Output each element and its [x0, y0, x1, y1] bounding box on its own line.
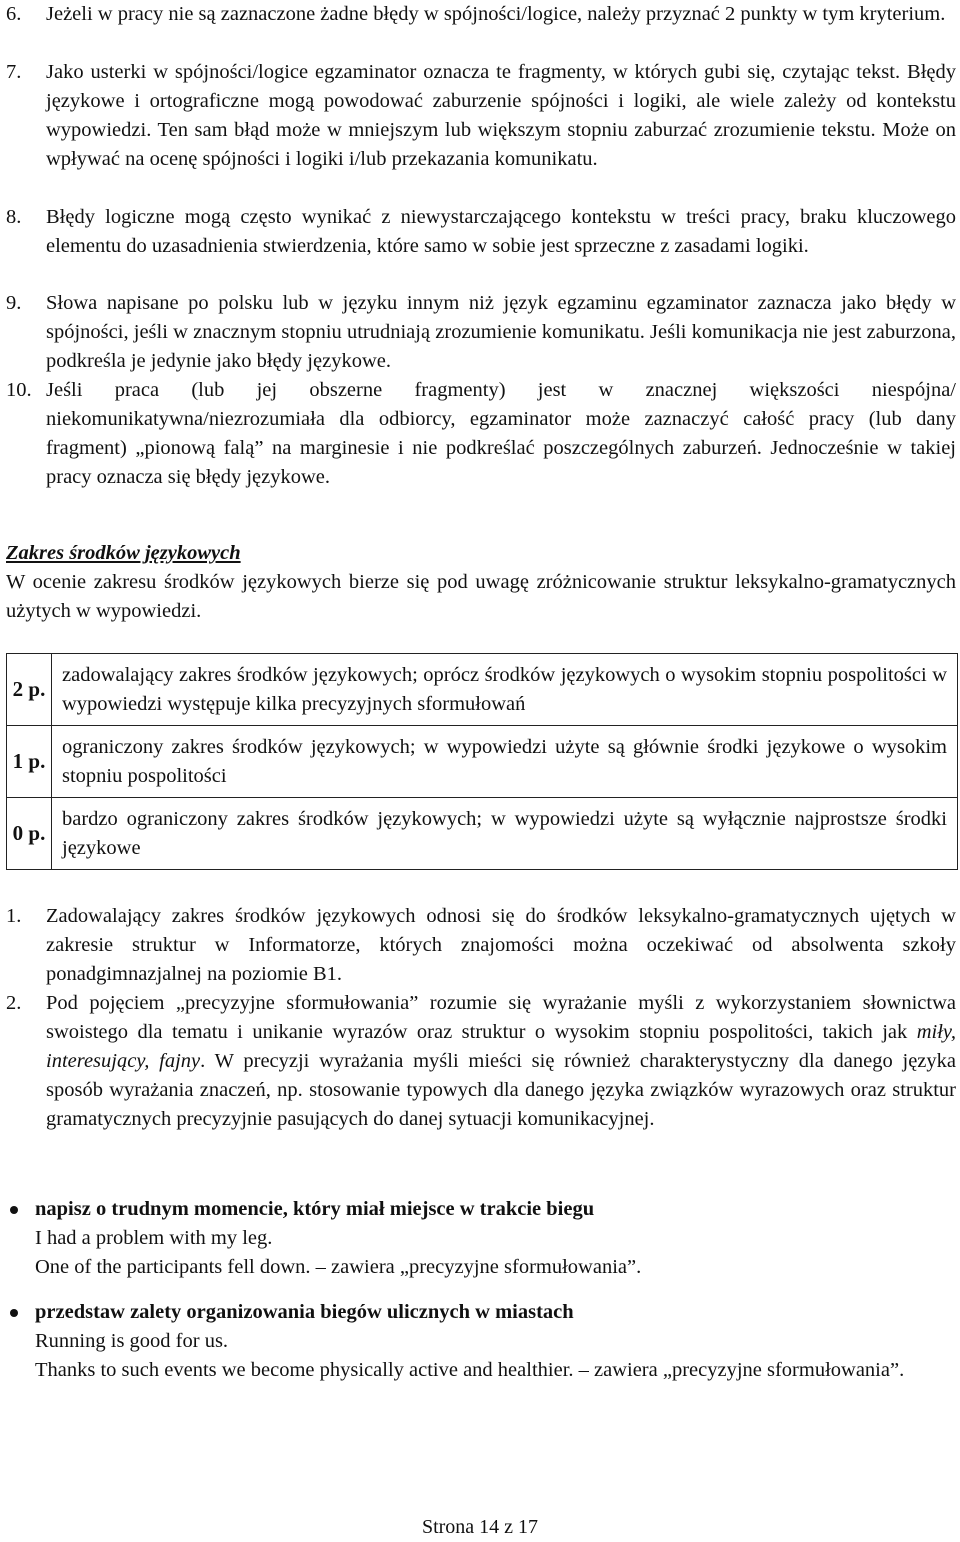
- section-description: W ocenie zakresu środków językowych bierze się pod uwagę zróżnicowanie struktur leksykalno-gramatycznych użytych w wypowiedzi.: [6, 571, 956, 622]
- note-item: [6, 902, 956, 989]
- list-item-text: Jeżeli w pracy nie są zaznaczone żadne błędy w spójności/logice, należy przyznać 2 punkty w tym kryterium.: [46, 3, 946, 25]
- bullet-icon: [10, 1206, 18, 1214]
- list-item-number: 10.: [6, 379, 32, 401]
- example-item: [6, 1195, 956, 1282]
- note-number: 1.: [6, 905, 22, 927]
- bullet-icon: [10, 1309, 18, 1317]
- list-item-number: 7.: [6, 61, 22, 83]
- note-text-italic: miły, interesujący, fajny: [46, 1021, 956, 1072]
- list-item-text: Słowa napisane po polsku lub w języku innym niż język egzaminu egzaminator zaznacza jako błędy w spójności, jeśli w znacznym stopniu utrudniają zrozumienie komunikatu. Jeśli komunikacja nie jest zaburzona, podkreśla je jedynie jako błędy językowe.: [46, 292, 956, 372]
- example-line: I had a problem with my leg.: [35, 1227, 273, 1249]
- note-text-part: . W precyzji wyrażania myśli mieści się również charakterystyczny dla danego języka sposób wyrażania znaczeń, np. stosowanie typowych dla danego języka związków wyrazowych oraz struktur gramatycznych precyzyjnie pasujących do danej sytuacji komunikacyjnej.: [46, 1050, 956, 1130]
- example-heading: napisz o trudnym momencie, który miał miejsce w trakcie biegu: [35, 1198, 595, 1220]
- list-item: [6, 289, 956, 376]
- list-item: [6, 376, 956, 492]
- example-heading: przedstaw zalety organizowania biegów ulicznych w miastach: [35, 1301, 574, 1323]
- example-line: Thanks to such events we become physically active and healthier. – zawiera „precyzyjne sformułowania”.: [35, 1359, 905, 1381]
- list-item: [6, 203, 956, 261]
- list-item-text: Jako usterki w spójności/logice egzaminator oznacza te fragmenty, w których gubi się, czytając tekst. Błędy językowe i ortograficzne mogą powodować zaburzenie spójności i logiki, ale wiele zależy od kontekstu wypowiedzi. Ten sam błąd może w mniejszym lub większym stopniu zaburzać zrozumienie tekstu. Może on wpływać na ocenę spójności i logiki i/lub przekazania komunikatu.: [46, 61, 956, 170]
- list-item-text: Błędy logiczne mogą często wynikać z niewystarczającego kontekstu w treści pracy, braku kluczowego elementu do uzasadnienia stwierdzenia, które samo w sobie jest sprzeczne z zasadami logiki.: [46, 206, 956, 257]
- points-cell: 1 p.: [7, 726, 52, 798]
- scoring-table: [6, 653, 958, 870]
- table-row: [7, 726, 958, 798]
- section-title: Zakres środków językowych: [6, 542, 241, 564]
- example-line: One of the participants fell down. – zawiera „precyzyjne sformułowania”.: [35, 1256, 642, 1278]
- list-item-number: 9.: [6, 292, 22, 314]
- table-row: [7, 654, 958, 726]
- list-item-number: 6.: [6, 3, 22, 25]
- note-text: [46, 989, 956, 1134]
- description-cell: ograniczony zakres środków językowych; w wypowiedzi użyte są głównie środki językowe o wysokim stopniu pospolitości: [52, 726, 958, 798]
- list-item: [6, 58, 956, 174]
- description-cell: bardzo ograniczony zakres środków językowych; w wypowiedzi użyte są wyłącznie najprostsze środki językowe: [52, 798, 958, 870]
- table-row: [7, 798, 958, 870]
- list-item-number: 8.: [6, 206, 22, 228]
- note-text: Zadowalający zakres środków językowych odnosi się do środków leksykalno-gramatycznych ujętych w zakresie struktur w Informatorze, których znajomości można oczekiwać od absolwenta szkoły ponadgimnazjalnej na poziomie B1.: [46, 905, 956, 985]
- list-item: [6, 0, 956, 29]
- points-cell: 2 p.: [7, 654, 52, 726]
- page-number: Strona 14 z 17: [421, 1516, 539, 1538]
- note-text-part: Pod pojęciem „precyzyjne sformułowania” rozumie się wyrażanie myśli z wykorzystaniem słownictwa swoistego dla tematu i unikanie wyrazów oraz struktur o wysokim stopniu pospolitości, takich jak: [46, 992, 956, 1043]
- example-line: Running is good for us.: [35, 1330, 229, 1352]
- note-item: [6, 989, 956, 1134]
- note-number: 2.: [6, 992, 22, 1014]
- points-cell: 0 p.: [7, 798, 52, 870]
- list-item-text: Jeśli praca (lub jej obszerne fragmenty) jest w znacznej większości niespójna/ niekomunikatywna/niezrozumiała dla odbiorcy, egzaminator może zaznaczyć całość pracy (lub dany fragment) „pionową falą” na marginesie i nie podkreślać poszczególnych zaburzeń. Jednocześnie w takiej pracy oznacza się błędy językowe.: [46, 379, 956, 488]
- description-cell: zadowalający zakres środków językowych; oprócz środków językowych o wysokim stopniu pospolitości w wypowiedzi występuje kilka precyzyjnych sformułowań: [52, 654, 958, 726]
- example-item: [6, 1298, 956, 1385]
